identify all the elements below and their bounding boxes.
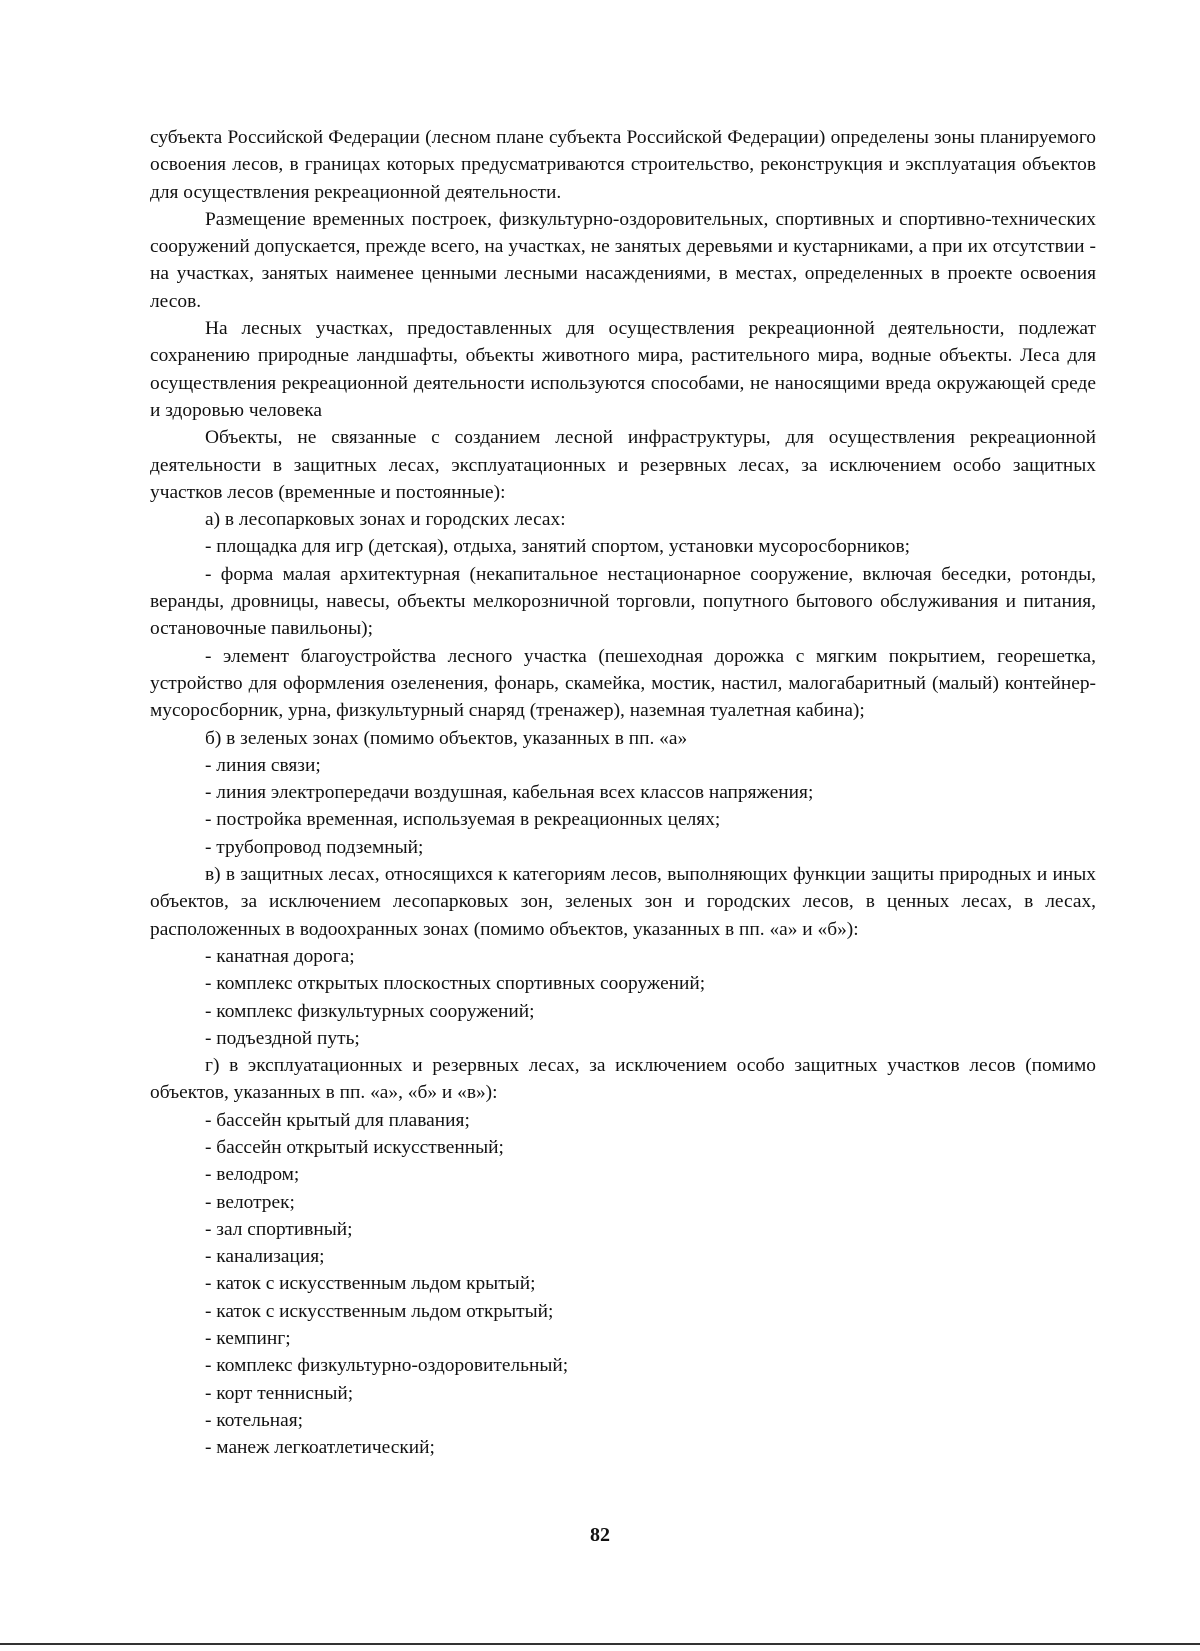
list-item: - каток с искусственным льдом открытый; bbox=[205, 1300, 554, 1322]
list-item: - комплекс физкультурных сооружений; bbox=[205, 1000, 535, 1022]
list-item: - подъездной путь; bbox=[205, 1027, 360, 1049]
paragraph: в) в защитных лесах, относящихся к категориям лесов, выполняющих функции защиты природных и иных объектов, за исключением лесопарковых зон, зеленых зон и городских лесов, в ценных лесах, в лесах, расположенных в водоохранных зонах (помимо объектов, указанных в пп. «а» и «б»): bbox=[150, 864, 1096, 940]
list-item: - комплекс физкультурно-оздоровительный; bbox=[205, 1355, 569, 1377]
paragraph: субъекта Российской Федерации (лесном плане субъекта Российской Федерации) определены зоны планируемого освоения лесов, в границах которых предусматриваются строительство, реконструкция и эксплуатация объектов для осуществления рекреационной деятельности. bbox=[150, 127, 1096, 203]
list-item: - велотрек; bbox=[205, 1191, 295, 1213]
list-item: - постройка временная, используемая в рекреационных целях; bbox=[205, 809, 721, 831]
list-item: - корт теннисный; bbox=[205, 1382, 354, 1404]
paragraph: - элемент благоустройства лесного участка (пешеходная дорожка с мягким покрытием, георешетка, устройство для оформления озеленения, фонарь, скамейка, мостик, настил, малогабаритный (малый) контейнер-мусоросборник, урна, физкультурный снаряд (тренажер), наземная туалетная кабина); bbox=[150, 645, 1096, 722]
list-item: - трубопровод подземный; bbox=[205, 836, 424, 858]
list-item: - площадка для игр (детская), отдыха, занятий спортом, установки мусоросборников; bbox=[205, 536, 910, 558]
list-item: - зал спортивный; bbox=[205, 1218, 353, 1240]
list-item: - канатная дорога; bbox=[205, 945, 355, 967]
bottom-rule bbox=[0, 1643, 1200, 1645]
list-item: - кемпинг; bbox=[205, 1328, 291, 1350]
list-item: - канализация; bbox=[205, 1246, 325, 1268]
list-item: а) в лесопарковых зонах и городских лесах: bbox=[205, 509, 566, 531]
list-item: - котельная; bbox=[205, 1409, 304, 1431]
page-number: 82 bbox=[590, 1524, 610, 1546]
paragraph: - форма малая архитектурная (некапитальное нестационарное сооружение, включая беседки, ротонды, веранды, дровницы, навесы, объекты мелкорозничной торговли, попутного бытового обслуживания и питания, остановочные павильоны); bbox=[150, 563, 1096, 640]
list-item: - бассейн открытый искусственный; bbox=[205, 1136, 504, 1158]
list-item: - манеж легкоатлетический; bbox=[205, 1437, 435, 1459]
list-item: - каток с искусственным льдом крытый; bbox=[205, 1273, 536, 1295]
list-item: - линия электропередачи воздушная, кабельная всех классов напряжения; bbox=[205, 782, 814, 804]
list-item: - линия связи; bbox=[205, 754, 321, 776]
list-item: б) в зеленых зонах (помимо объектов, указанных в пп. «а» bbox=[205, 727, 688, 749]
paragraph: Объекты, не связанные с созданием лесной инфраструктуры, для осуществления рекреационной деятельности в защитных лесах, эксплуатационных и резервных лесах, за исключением особо защитных участков лесов (временные и постоянные): bbox=[150, 427, 1096, 503]
document-body bbox=[150, 124, 1096, 1462]
paragraph: Размещение временных построек, физкультурно-оздоровительных, спортивных и спортивно-технических сооружений допускается, прежде всего, на участках, не занятых деревьями и кустарниками, а при их отсутствии - на участках, занятых наименее ценными лесными насаждениями, в местах, определенных в проекте освоения лесов. bbox=[150, 208, 1096, 312]
list-item: - бассейн крытый для плавания; bbox=[205, 1109, 470, 1131]
paragraph: г) в эксплуатационных и резервных лесах, за исключением особо защитных участков лесов (помимо объектов, указанных в пп. «а», «б» и «в»): bbox=[150, 1055, 1096, 1104]
list-item: - комплекс открытых плоскостных спортивных сооружений; bbox=[205, 973, 706, 995]
list-item: - велодром; bbox=[205, 1164, 300, 1186]
paragraph: На лесных участках, предоставленных для осуществления рекреационной деятельности, подлежат сохранению природные ландшафты, объекты животного мира, растительного мира, водные объекты. Леса для осуществления рекреационной деятельности используются способами, не наносящими вреда окружающей среде и здоровью человека bbox=[150, 318, 1096, 421]
